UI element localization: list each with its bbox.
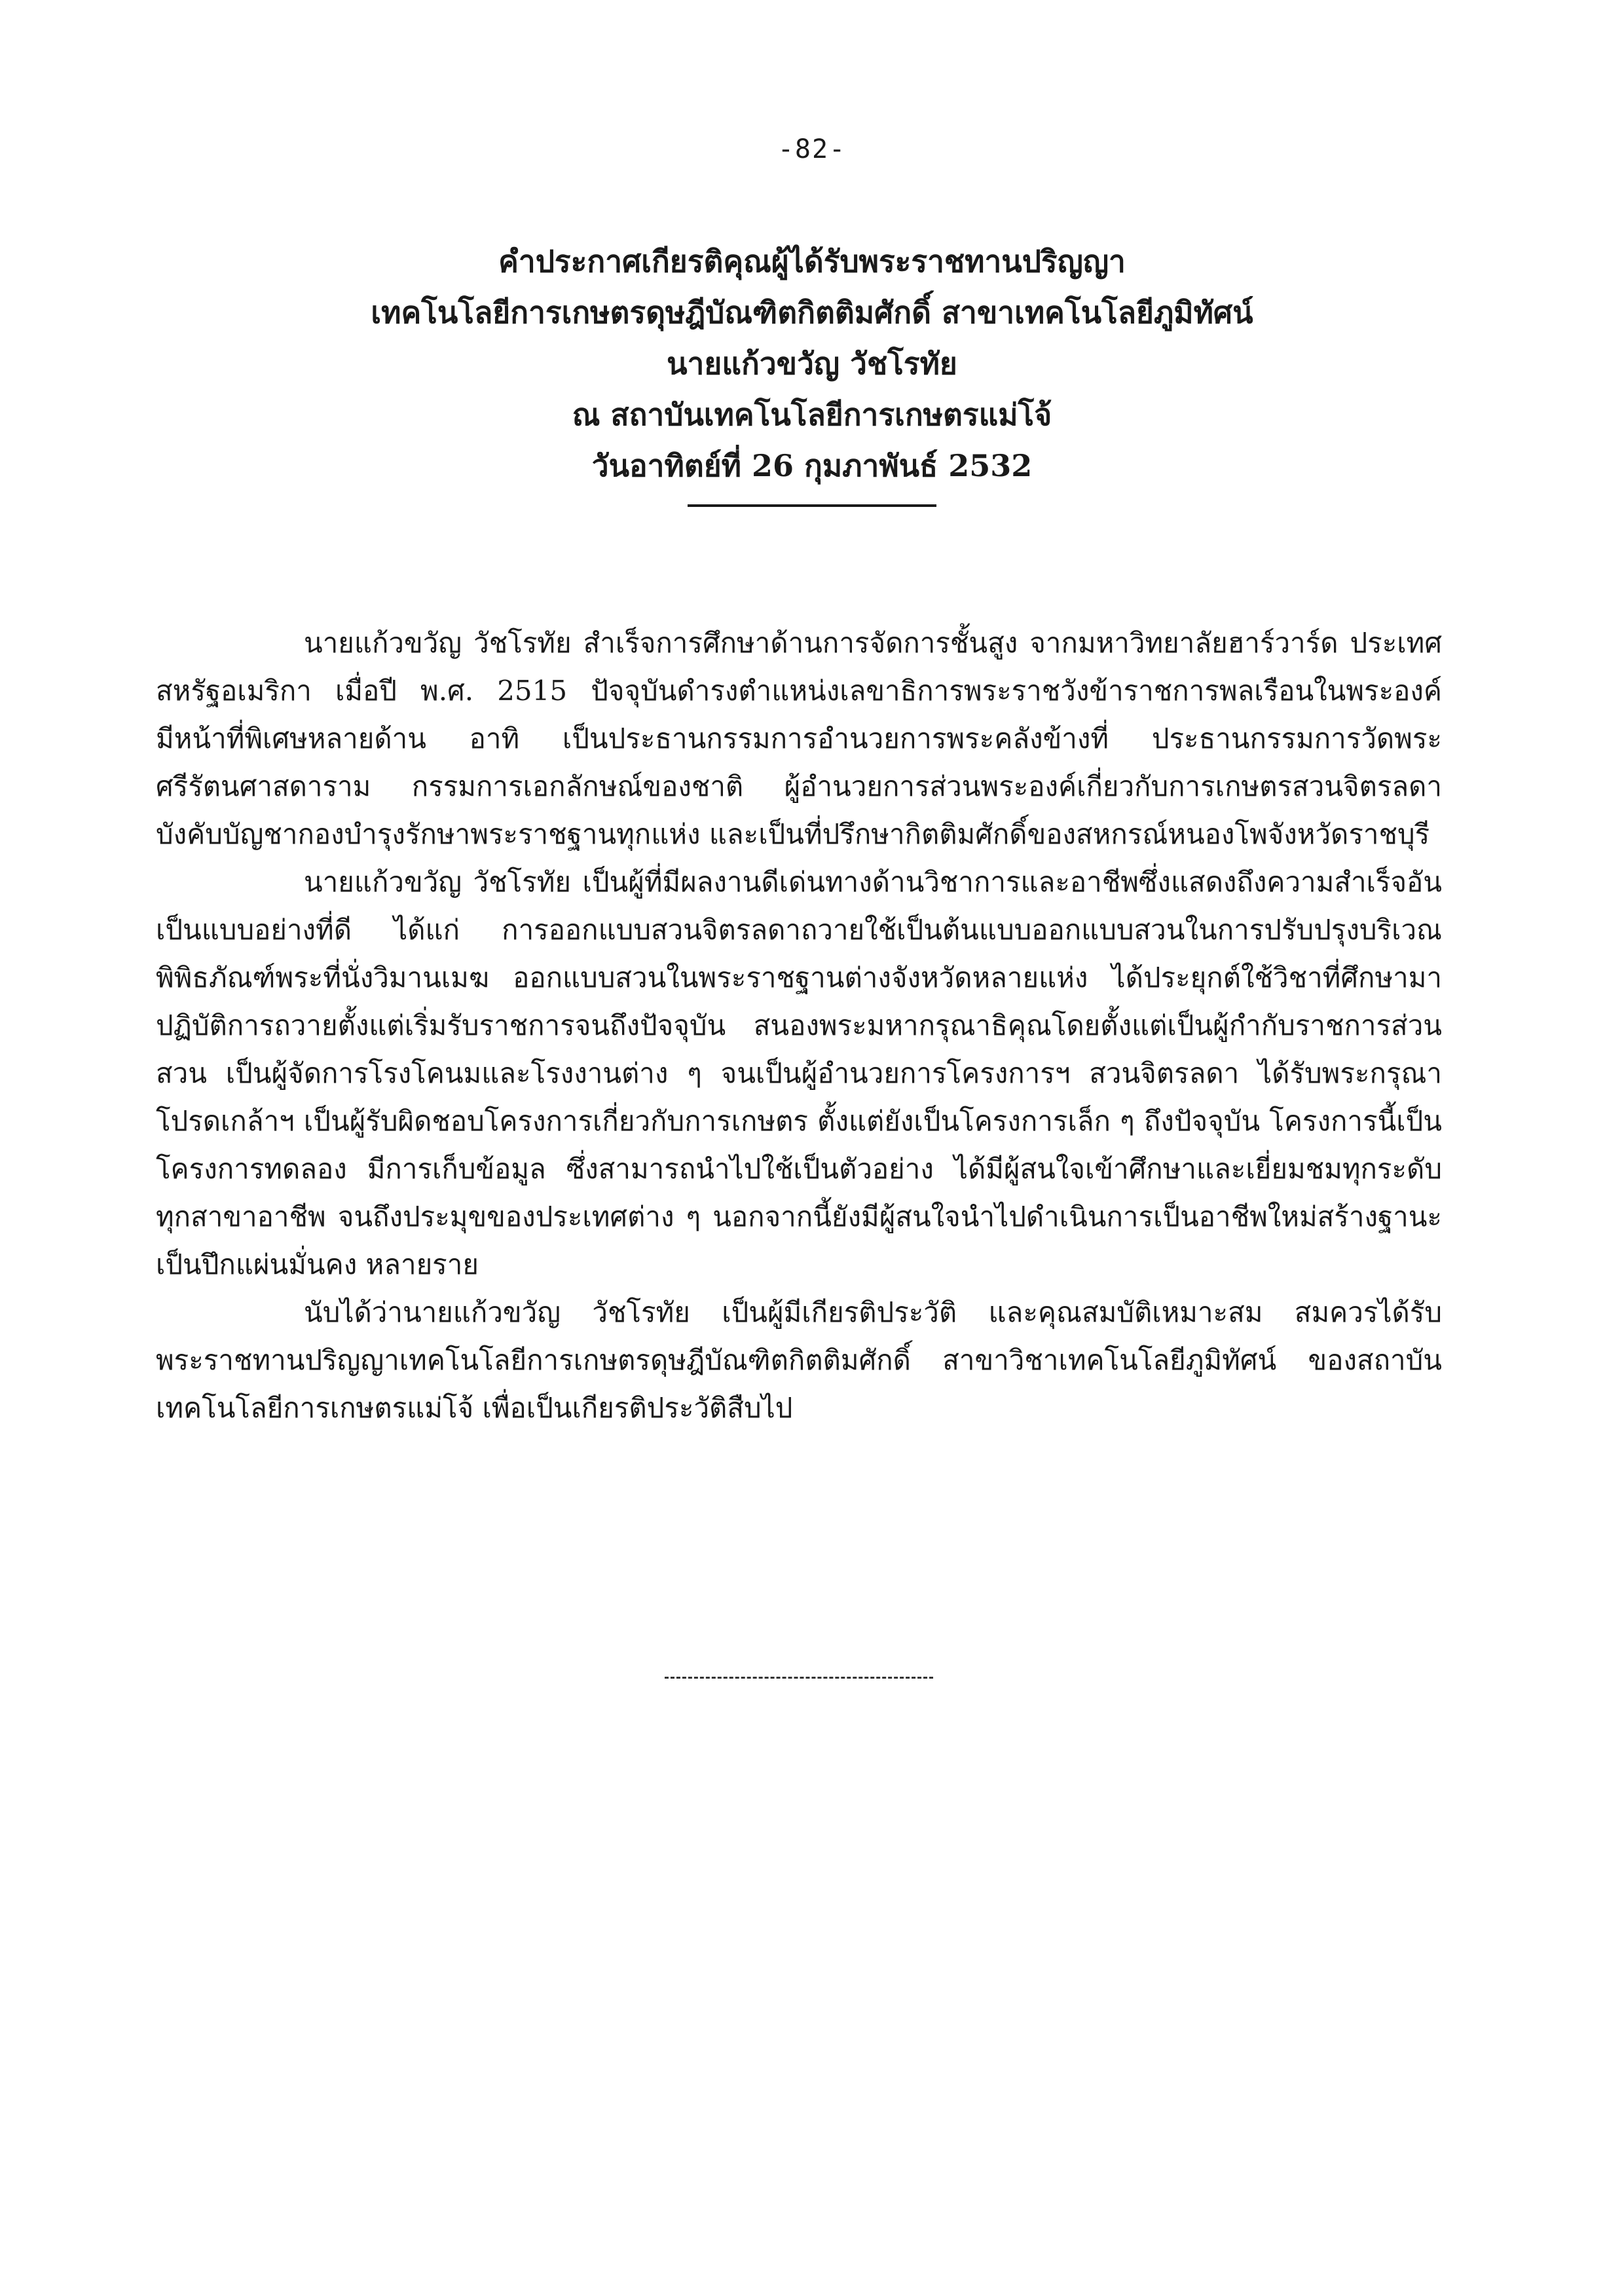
document-heading [0, 236, 1624, 507]
document-body [156, 619, 1442, 1432]
heading-date: วันอาทิตย์ที่ 26 กุมภาพันธ์ 2532 [591, 448, 1033, 483]
footer-divider [665, 1677, 933, 1679]
paragraph-achievements: นายแก้วขวัญ วัชโรทัย เป็นผู้ที่มีผลงานดีเด่นทางด้านวิชาการและอาชีพซึ่งแสดงถึงความสำเร็จอันเป็นแบบอย่างที่ดี ได้แก่ การออกแบบสวนจิตรลดาถวายใช้เป็นต้นแบบออกแบบสวนในการปรับปรุงบริเวณพิพิธภัณฑ์พระที่นั่งวิมานเมฆ ออกแบบสวนในพระราชฐานต่างจังหวัดหลายแห่ง ได้ประยุกต์ใช้วิชาที่ศึกษามาปฏิบัติการถวายตั้งแต่เริ่มรับราชการจนถึงปัจจุบัน สนองพระมหากรุณาธิคุณโดยตั้งแต่เป็นผู้กำกับราชการส่วนสวน เป็นผู้จัดการโรงโคนมและโรงงานต่าง ๆ จนเป็นผู้อำนวยการโครงการฯ สวนจิตรลดา ได้รับพระกรุณาโปรดเกล้าฯ เป็นผู้รับผิดชอบโครงการเกี่ยวกับการเกษตร ตั้งแต่ยังเป็นโครงการเล็ก ๆ ถึงปัจจุบัน โครงการนี้เป็นโครงการทดลอง มีการเก็บข้อมูล ซึ่งสามารถนำไปใช้เป็นตัวอย่าง ได้มีผู้สนใจเข้าศึกษาและเยี่ยมชมทุกระดับทุกสาขาอาชีพ จนถึงประมุขของประเทศต่าง ๆ นอกจากนี้ยังมีผู้สนใจนำไปดำเนินการเป็นอาชีพใหม่สร้างฐานะเป็นปึกแผ่นมั่นคง หลายราย [156, 866, 1442, 1280]
heading-divider [688, 504, 936, 507]
heading-degree: เทคโนโลยีการเกษตรดุษฎีบัณฑิตกิตติมศักดิ์ สาขาเทคโนโลยีภูมิทัศน์ [371, 295, 1253, 330]
heading-institution: ณ สถาบันเทคโนโลยีการเกษตรแม่โจ้ [572, 397, 1052, 432]
page-number: -82- [777, 134, 847, 164]
heading-recipient: นายแก้วขวัญ วัชโรทัย [667, 346, 957, 381]
paragraph-conclusion: นับได้ว่านายแก้วขวัญ วัชโรทัย เป็นผู้มีเกียรติประวัติ และคุณสมบัติเหมาะสม สมควรได้รับพระราชทานปริญญาเทคโนโลยีการเกษตรดุษฎีบัณฑิตกิตติมศักดิ์ สาขาวิชาเทคโนโลยีภูมิทัศน์ ของสถาบันเทคโนโลยีการเกษตรแม่โจ้ เพื่อเป็นเกียรติประวัติสืบไป [156, 1296, 1442, 1424]
paragraph-education: นายแก้วขวัญ วัชโรทัย สำเร็จการศึกษาด้านการจัดการชั้นสูง จากมหาวิทยาลัยฮาร์วาร์ด ประเทศสหรัฐอเมริกา เมื่อปี พ.ศ. 2515 ปัจจุบันดำรงตำแหน่งเลขาธิการพระราชวังข้าราชการพลเรือนในพระองค์ มีหน้าที่พิเศษหลายด้าน อาทิ เป็นประธานกรรมการอำนวยการพระคลังข้างที่ ประธานกรรมการวัดพระศรีรัตนศาสดาราม กรรมการเอกลักษณ์ของชาติ ผู้อำนวยการส่วนพระองค์เกี่ยวกับการเกษตรสวนจิตรลดา บังคับบัญชากองบำรุงรักษาพระราชฐานทุกแห่ง และเป็นที่ปรึกษากิตติมศักดิ์ของสหกรณ์หนองโพจังหวัดราชบุรี [156, 627, 1442, 850]
heading-title: คำประกาศเกียรติคุณผู้ได้รับพระราชทานปริญญา [498, 244, 1126, 279]
